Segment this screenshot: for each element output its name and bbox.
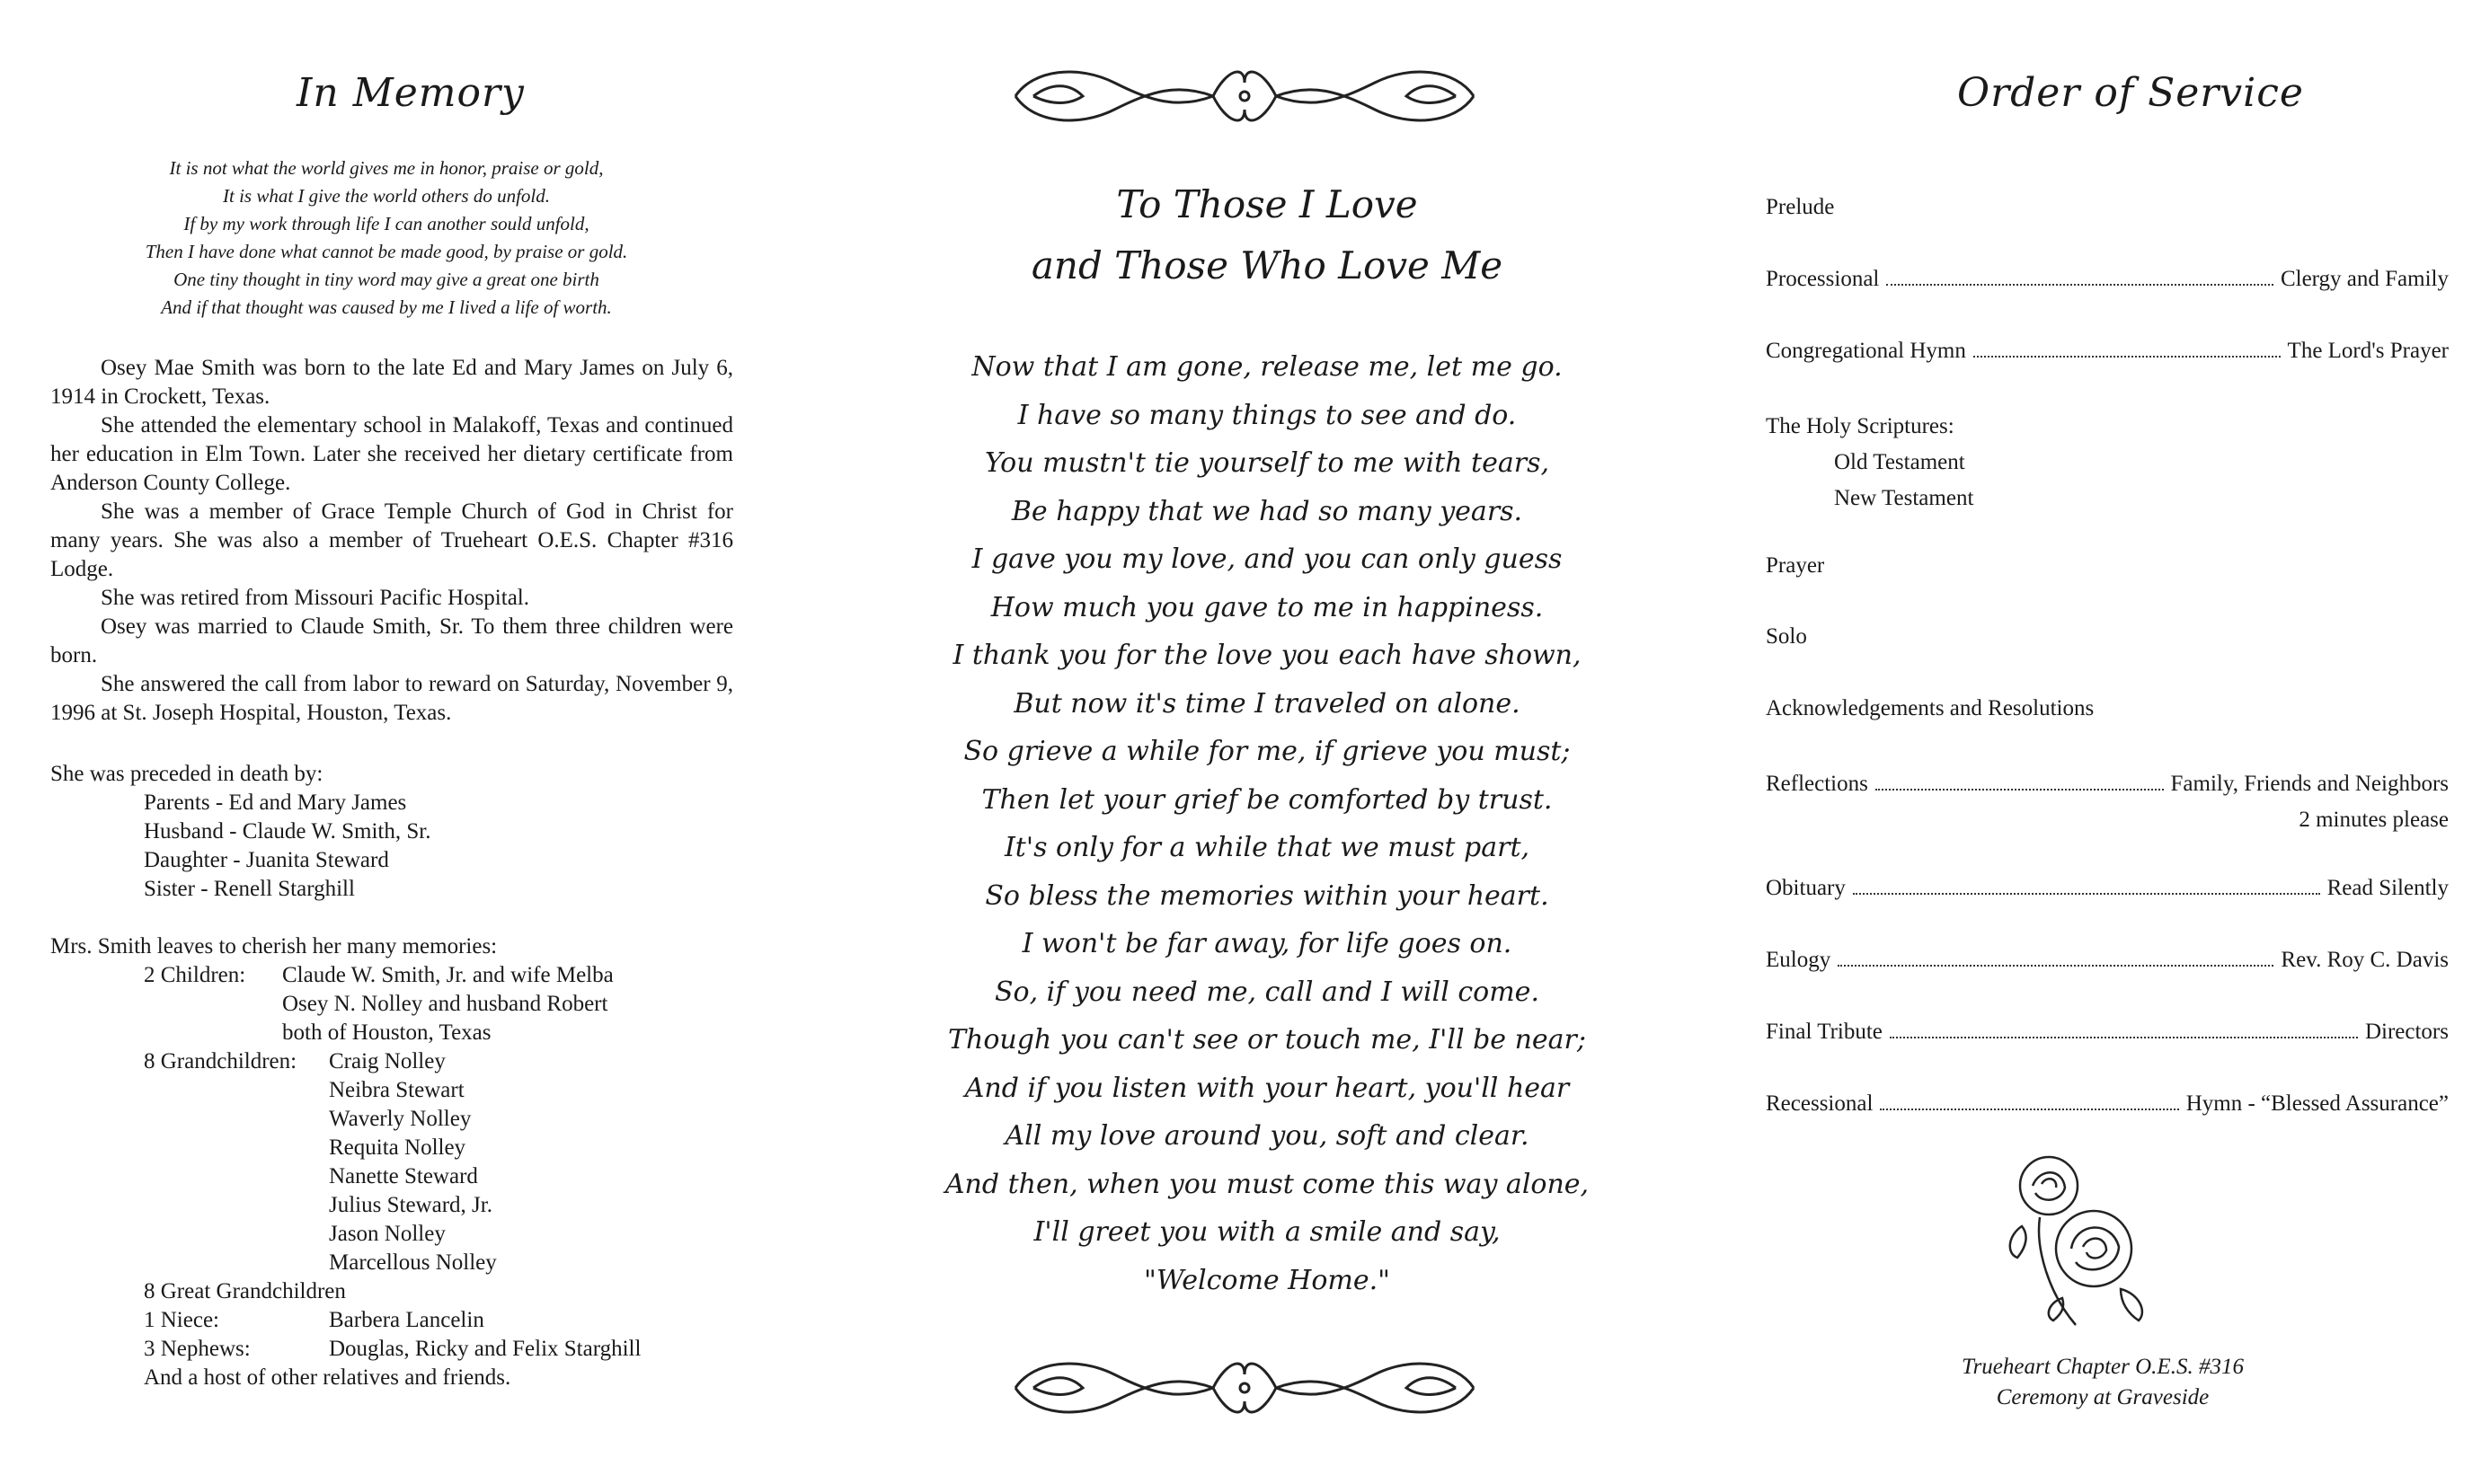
obituary-biography: [50, 354, 733, 728]
service-reflections: [1766, 766, 2449, 838]
service-value: Directors: [2364, 1020, 2449, 1044]
scripture-item: Old Testament: [1834, 450, 1965, 474]
service-label: Reflections: [1766, 772, 1868, 796]
child-item: both of Houston, Texas: [282, 1020, 492, 1045]
leader-dots: [1886, 284, 2273, 286]
grandchild-item: Julius Steward, Jr.: [329, 1193, 492, 1217]
bio-paragraph: She was a member of Grace Temple Church of God in Christ for many years. She was also a member of Trueheart O.E.S. Chapter #316 Lodge.: [50, 499, 733, 581]
service-label: Processional: [1766, 267, 1880, 291]
service-recessional: [1766, 1090, 2449, 1118]
poem-line: "Welcome Home.": [1144, 1264, 1390, 1296]
poem-line: If by my work through life I can another sould unfold,: [183, 213, 589, 234]
poem-line: It is not what the world gives me in honor, praise or gold,: [169, 157, 604, 179]
service-solo: Solo: [1766, 624, 1807, 649]
service-label: Recessional: [1766, 1091, 1874, 1116]
service-value: Clergy and Family: [2280, 267, 2449, 291]
poem-line: So bless the memories within your heart.: [985, 879, 1549, 912]
leader-dots: [1875, 789, 2164, 791]
scriptures-title: The Holy Scriptures:: [1766, 414, 1954, 438]
service-acknowledgements: Acknowledgements and Resolutions: [1766, 696, 2095, 720]
grandchild-item: Nanette Steward: [329, 1164, 478, 1188]
in-memory-heading: In Memory: [297, 70, 525, 116]
child-item: Claude W. Smith, Jr. and wife Melba: [282, 963, 614, 987]
preceded-item: Sister - Renell Starghill: [144, 877, 355, 901]
preceded-item: Daughter - Juanita Steward: [144, 848, 389, 872]
poem-line: I won't be far away, for life goes on.: [1022, 928, 1512, 959]
poem-line: All my love around you, soft and clear.: [1005, 1120, 1529, 1152]
poem-title: [908, 174, 1626, 296]
poem-title-line: To Those I Love: [1116, 182, 1418, 226]
poem-line: So grieve a while for me, if grieve you must;: [963, 736, 1571, 767]
bio-paragraph: She answered the call from labor to reward on Saturday, November 9, 1996 at St. Joseph Hospital, Houston, Texas.: [50, 672, 733, 725]
bio-paragraph: Osey was married to Claude Smith, Sr. To them three children were born.: [50, 614, 733, 667]
poem-line: I thank you for the love you each have shown,: [953, 640, 1582, 671]
flourish-top-ornament: [997, 56, 1492, 137]
order-of-service-heading: Order of Service: [1957, 70, 2304, 116]
host-relatives: And a host of other relatives and friends.: [144, 1365, 511, 1390]
service-value: Family, Friends and Neighbors: [2170, 772, 2449, 796]
scripture-item: New Testament: [1834, 486, 1974, 510]
child-item: Osey N. Nolley and husband Robert: [282, 992, 608, 1016]
leader-dots: [1880, 1109, 2178, 1110]
niece-label: 1 Niece:: [144, 1308, 219, 1332]
poem-line: Then I have done what cannot be made good, by praise or gold.: [145, 241, 628, 262]
service-prelude: Prelude: [1766, 195, 1835, 219]
children-label: 2 Children:: [144, 963, 246, 987]
service-final-tribute: [1766, 1018, 2449, 1047]
poem-line: It is what I give the world others do unfold.: [223, 185, 550, 207]
grandchild-item: Marcellous Nolley: [329, 1250, 497, 1275]
grandchild-item: Requita Nolley: [329, 1135, 466, 1160]
preceded-section: [50, 760, 430, 904]
bio-paragraph: She was retired from Missouri Pacific Hospital.: [101, 586, 529, 610]
service-value: The Lord's Prayer: [2287, 339, 2449, 363]
service-scriptures: [1766, 409, 2449, 517]
grandchild-item: Craig Nolley: [329, 1049, 446, 1073]
service-prayer: Prayer: [1766, 553, 1825, 578]
poem-line: You mustn't tie yourself to me with tears,: [984, 447, 1550, 479]
niece-name: Barbera Lancelin: [329, 1308, 484, 1332]
leader-dots: [1973, 356, 2281, 358]
leader-dots: [1853, 893, 2320, 895]
nephews-label: 3 Nephews:: [144, 1337, 251, 1361]
grandchild-item: Neibra Stewart: [329, 1078, 465, 1102]
poem-line: And if you listen with your heart, you'll hear: [964, 1072, 1570, 1104]
service-footer: [1824, 1352, 2381, 1413]
poem-line: And if that thought was caused by me I lived a life of worth.: [161, 296, 612, 318]
poem-line: Then let your grief be comforted by trust.: [981, 783, 1553, 816]
footer-line: Ceremony at Graveside: [1996, 1385, 2210, 1409]
service-label: Congregational Hymn: [1766, 339, 1966, 363]
leader-dots: [1890, 1037, 2358, 1038]
service-label: Eulogy: [1766, 948, 1831, 972]
reflections-note: 2 minutes please: [2299, 808, 2449, 832]
service-obituary: [1766, 874, 2449, 903]
preceded-item: Parents - Ed and Mary James: [144, 791, 407, 815]
poem-line: But now it's time I traveled on alone.: [1014, 687, 1520, 720]
flourish-bottom-ornament: [997, 1347, 1492, 1428]
poem-line: Now that I am gone, release me, let me go.: [971, 351, 1563, 383]
grandchild-item: Jason Nolley: [329, 1222, 446, 1246]
service-label: Final Tribute: [1766, 1020, 1883, 1044]
poem-line: So, if you need me, call and I will come.: [995, 976, 1539, 1008]
poem-line: Be happy that we had so many years.: [1011, 495, 1523, 527]
bio-paragraph: Osey Mae Smith was born to the late Ed and Mary James on July 6, 1914 in Crockett, Texas.: [50, 356, 733, 409]
service-value: Rev. Roy C. Davis: [2281, 948, 2449, 972]
service-processional: [1766, 265, 2449, 294]
nephews-names: Douglas, Ricky and Felix Starghill: [329, 1337, 642, 1361]
main-poem: [908, 343, 1626, 1304]
poem-line: Though you can't see or touch me, I'll be near;: [948, 1024, 1586, 1056]
memory-poem: [81, 155, 692, 322]
service-value: Hymn - “Blessed Assurance”: [2185, 1091, 2449, 1116]
preceded-title: She was preceded in death by:: [50, 762, 323, 786]
great-grandchildren: 8 Great Grandchildren: [144, 1279, 346, 1303]
poem-line: And then, when you must come this way alone,: [944, 1168, 1590, 1200]
rose-icon: [1986, 1141, 2166, 1338]
service-hymn: [1766, 337, 2449, 366]
poem-title-line: and Those Who Love Me: [1031, 243, 1503, 287]
survivors-title: Mrs. Smith leaves to cherish her many memories:: [50, 934, 498, 958]
poem-line: How much you gave to me in happiness.: [990, 591, 1544, 623]
poem-line: I have so many things to see and do.: [1017, 399, 1517, 431]
service-eulogy: [1766, 946, 2449, 975]
leader-dots: [1838, 965, 2273, 967]
poem-line: I'll greet you with a smile and say,: [1033, 1216, 1501, 1248]
poem-line: It's only for a while that we must part,: [1004, 832, 1530, 863]
service-value: Read Silently: [2326, 876, 2449, 900]
survivors-section: [50, 932, 733, 1392]
preceded-item: Husband - Claude W. Smith, Sr.: [144, 819, 431, 844]
grandchildren-label: 8 Grandchildren:: [144, 1049, 297, 1073]
service-label: Obituary: [1766, 876, 1846, 900]
grandchild-item: Waverly Nolley: [329, 1107, 472, 1131]
poem-line: One tiny thought in tiny word may give a great one birth: [173, 269, 599, 290]
bio-paragraph: She attended the elementary school in Malakoff, Texas and continued her education in Elm Town. Later she received her dietary certificate from Anderson County College.: [50, 413, 733, 495]
footer-line: Trueheart Chapter O.E.S. #316: [1962, 1355, 2244, 1379]
poem-line: I gave you my love, and you can only guess: [971, 543, 1563, 575]
